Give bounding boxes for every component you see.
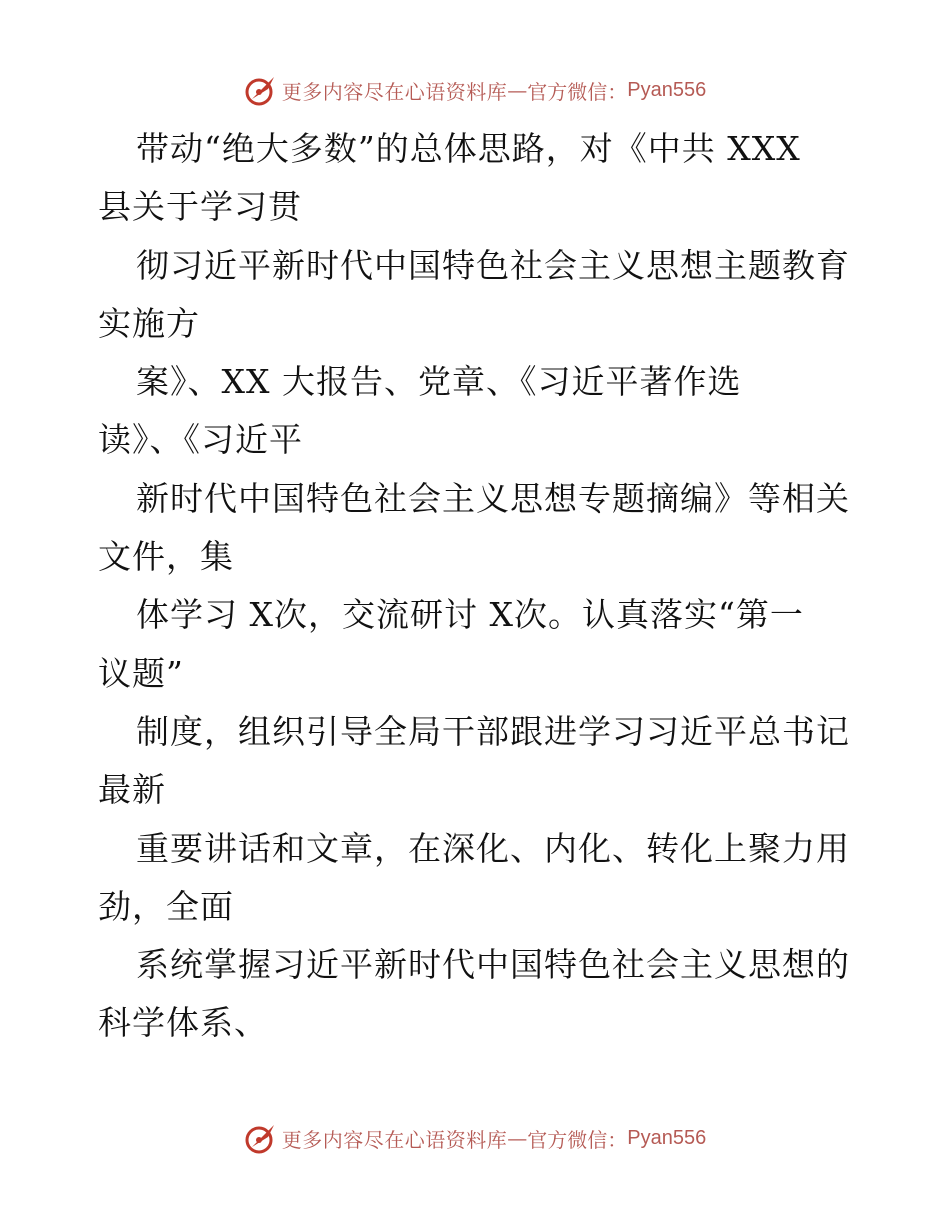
text-line: 文件，集 (98, 537, 234, 577)
banner-wechat-label: 官方微信： (527, 79, 628, 104)
text-line: 案》、XX 大报告、党章、《习近平著作选 (136, 362, 742, 402)
banner-site-text: 更多内容尽在心语资料库 (281, 1127, 508, 1152)
banner-wechat-label: 官方微信： (527, 1127, 628, 1152)
text-line: 制度，组织引导全局干部跟进学习习近平总书记 (136, 711, 850, 751)
text-line: 最新 (98, 770, 166, 810)
banner-dash: — (507, 1126, 528, 1150)
text-line: 科学体系、 (98, 1003, 268, 1043)
text-line: 实施方 (98, 303, 200, 343)
text-line: 带动“绝大多数”的总体思路，对《中共 XXX (136, 129, 801, 168)
text-line: 体学习 X次，交流研讨 X次。认真落实“第一 (136, 595, 804, 635)
text-line: 读》、《习近平 (98, 420, 303, 460)
text-line: 新时代中国特色社会主义思想专题摘编》等相关 (136, 478, 850, 518)
text-line: 劲，全面 (98, 886, 234, 926)
quill-logo-icon (244, 1121, 278, 1155)
text-line: 彻习近平新时代中国特色社会主义思想主题教育 (136, 245, 850, 285)
header-banner (0, 70, 950, 110)
banner-wechat-id: Pyan556 (627, 1126, 707, 1149)
text-line: 系统掌握习近平新时代中国特色社会主义思想的 (136, 945, 850, 985)
text-line: 重要讲话和文章，在深化、内化、转化上聚力用 (136, 828, 850, 868)
document-body (98, 120, 878, 1053)
banner-dash: — (507, 78, 528, 102)
text-line: 议题” (98, 653, 184, 693)
footer-banner (0, 1118, 950, 1158)
text-line: 县关于学习贯 (98, 187, 302, 227)
quill-logo-icon (244, 73, 278, 107)
banner-wechat-id: Pyan556 (627, 78, 707, 101)
banner-site-text: 更多内容尽在心语资料库 (281, 79, 508, 104)
